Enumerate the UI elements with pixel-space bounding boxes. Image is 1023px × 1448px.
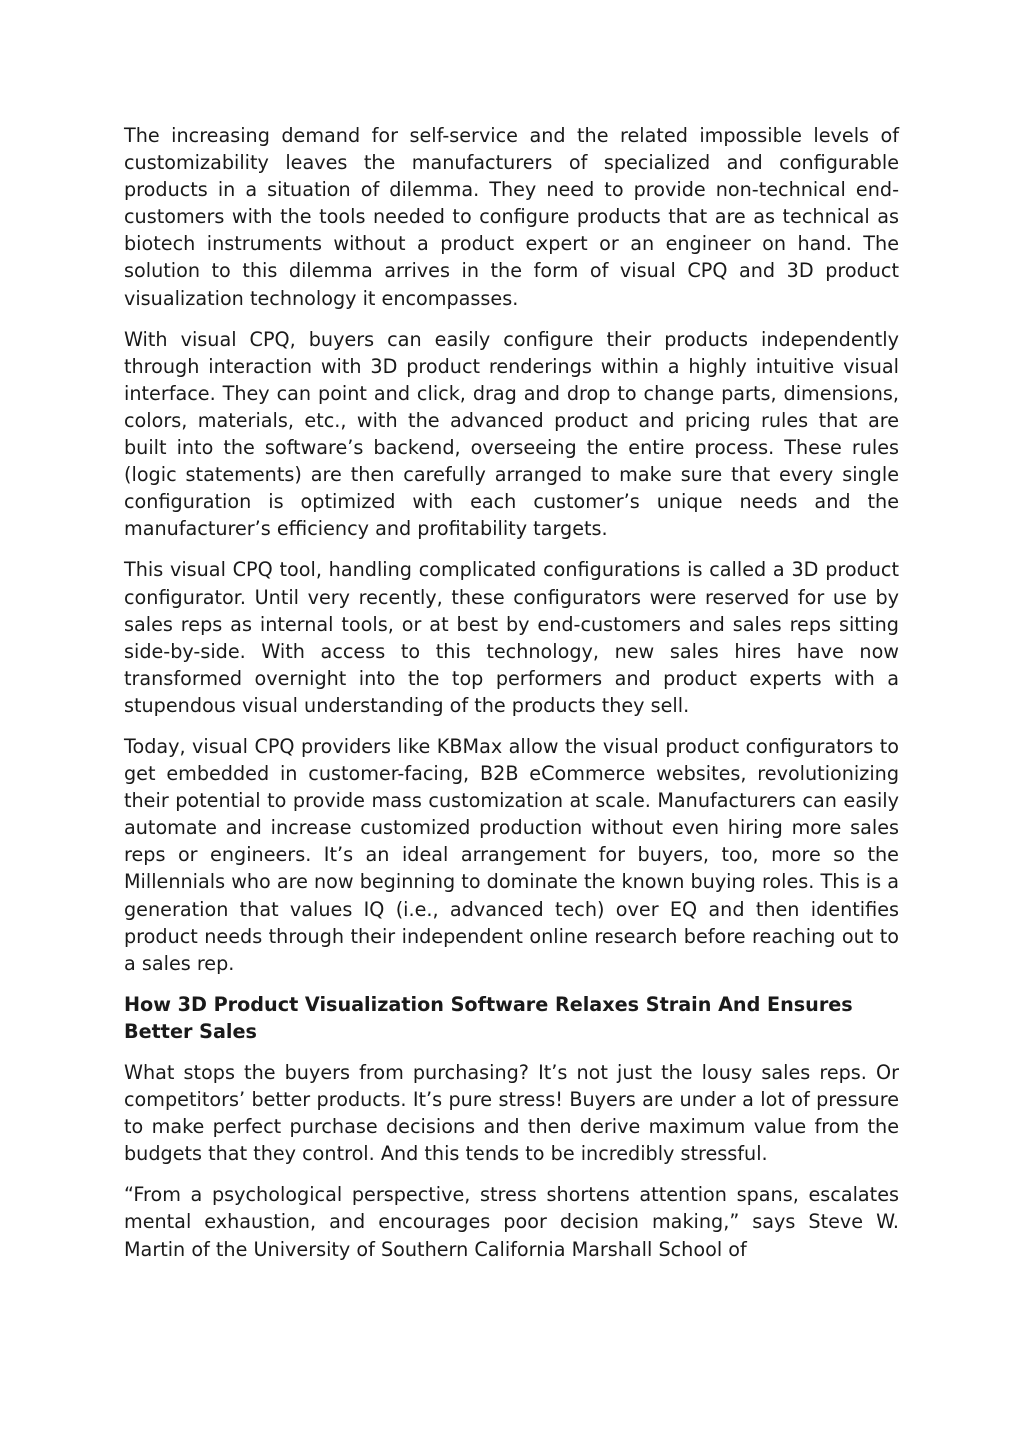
paragraph-visual-cpq: With visual CPQ, buyers can easily configure their products independently through interaction with 3D product renderings within a highly intuitive visual interface. They can point and click, drag and drop to change parts, dimensions, colors, materials, etc., with the advanced product and pricing rules that are built into the software’s backend, overseeing the entire process. These rules (logic statements) are then carefully arranged to make sure that every single configuration is optimized with each customer’s unique needs and the manufacturer’s efficiency and profitability targets. (124, 327, 899, 541)
paragraph-self-service-dilemma: The increasing demand for self-service and the related impossible levels of customizability leaves the manufacturers of specialized and configurable products in a situation of dilemma. They need to provide non-technical end-customers with the tools needed to configure products that are as technical as biotech instruments without a product expert or an engineer on hand. The solution to this dilemma arrives in the form of visual CPQ and 3D product visualization technology it encompasses. (124, 124, 899, 310)
paragraph-quote: “From a psychological perspective, stress shortens attention spans, escalates mental exhaustion, and encourages poor decision making,” says Steve W. Martin of the University of Southern California Marshall School of (124, 1183, 899, 1261)
paragraph-buyer-stress: What stops the buyers from purchasing? It’s not just the lousy sales reps. Or competitors’ better products. It’s pure stress! Buyers are under a lot of pressure to make perfect purchase decisions and then derive maximum value from the budgets that they control. And this tends to be incredibly stressful. (124, 1061, 899, 1166)
section-heading: How 3D Product Visualization Software Relaxes Strain And Ensures Better Sales (124, 992, 853, 1043)
paragraph-kbmax-providers: Today, visual CPQ providers like KBMax allow the visual product configurators to get embedded in customer-facing, B2B eCommerce websites, revolutionizing their potential to provide mass customization at scale. Manufacturers can easily automate and increase customized production without even hiring more sales reps or engineers. It’s an ideal arrangement for buyers, too, more so the Millennials who are now beginning to dominate the known buying roles. This is a generation that values IQ (i.e., advanced tech) over EQ and then identifies product needs through their independent online research before reaching out to a sales rep. (124, 734, 899, 975)
document-body (124, 122, 899, 1263)
paragraph-3d-configurator: This visual CPQ tool, handling complicated configurations is called a 3D product configurator. Until very recently, these configurators were reserved for use by sales reps as internal tools, or at best by end-customers and sales reps sitting side-by-side. With access to this technology, new sales hires have now transformed overnight into the top performers and product experts with a stupendous visual understanding of the products they sell. (124, 558, 899, 717)
